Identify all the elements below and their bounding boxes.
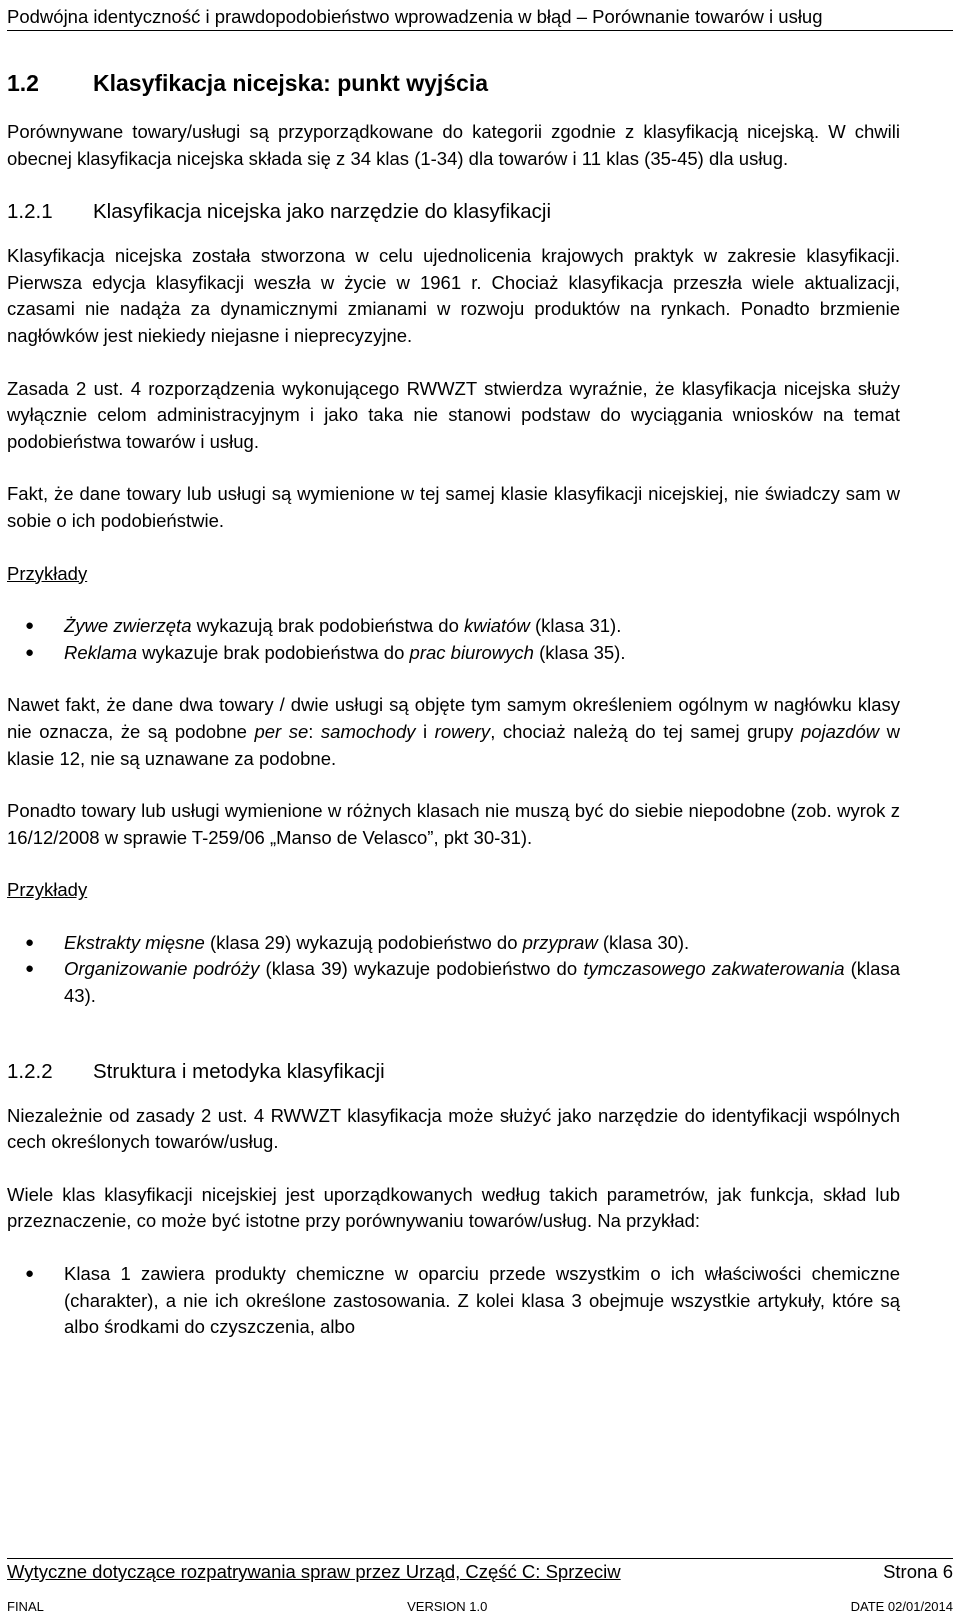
list-item: ● Klasa 1 zawiera produkty chemiczne w oparciu przede wszystkim o ich właściwości chemiczne (charakter), a nie ich określone zastosowania. Z kolei klasa 3 obejmuje wszystkie artykuły, które są albo środkami do czyszczenia, albo [25,1263,900,1338]
examples-link-1[interactable]: Przykłady [7,562,88,584]
footer-date: DATE 02/01/2014 [850,1599,953,1614]
subsection-number-1: 1.2.1 [7,200,53,224]
paragraph-structure-1: Niezależnie od zasady 2 ust. 4 RWWZT klasyfikacja może służyć jako narzędzie do identyfikacji wspólnych cech określonych towarów/usług. [7,1104,900,1153]
subsection-title-2: Struktura i metodyka klasyfikacji [93,1059,385,1083]
page-body [7,68,900,1367]
examples-list-2 [7,930,900,1010]
paragraph-same-class: Fakt, że dane towary lub usługi są wymienione w tej samej klasie klasyfikacji nicejskiej, nie świadczy sam w sobie o ich podobieństwie. [7,483,900,531]
section-heading [7,68,900,98]
subsection-title-1: Klasyfikacja nicejska jako narzędzie do klasyfikacji [93,200,552,224]
list-item: ● Reklama wykazuje brak podobieństwa do prac biurowych (klasa 35). [7,640,900,667]
list-item: ● Ekstrakty mięsne (klasa 29) wykazują podobieństwo do przypraw (klasa 30). [7,930,900,957]
subsection-number-2: 1.2.2 [7,1059,53,1083]
running-header: Podwójna identyczność i prawdopodobieństwo wprowadzenia w błąd – Porównanie towarów i usług [7,4,953,31]
paragraph-structure-2: Wiele klas klasyfikacji nicejskiej jest uporządkowanych według takich parametrów, jak funkcja, skład lub przeznaczenie, co może być istotne przy porównywaniu towarów/usług. Na przykład: [7,1183,900,1232]
paragraph-general-term: Nawet fakt, że dane dwa towary / dwie usługi są objęte tym samym określeniem ogólnym w nagłówku klasy nie oznacza, że są podobne per se: samochody i rowery, chociaż należą do tej samej grupy pojazdów w klasie 12, nie są uznawane za podobne. [7,694,901,769]
list-item: ● Żywe zwierzęta wykazują brak podobieństwa do kwiatów (klasa 31). [7,613,900,640]
section-title: Klasyfikacja nicejska: punkt wyjścia [93,70,489,96]
bullet-icon: ● [25,933,35,951]
page-footer [7,1558,953,1585]
bullet-icon: ● [25,1265,35,1283]
list-item: ● Organizowanie podróży (klasa 39) wykazuje podobieństwo do tymczasowego zakwaterowania (klasa 43). [25,958,900,1007]
footer-version: VERSION 1.0 [407,1599,488,1614]
bullet-icon: ● [25,960,35,978]
subsection-heading-1 [7,198,900,226]
paragraph-different-classes: Ponadto towary lub usługi wymienione w różnych klasach nie muszą być do siebie niepodobne (zob. wyrok z 16/12/2008 w sprawie T-259/06 „Manso de Velasco”, pkt 30-31). [7,800,900,848]
footer-status: FINAL [7,1599,44,1614]
bullet-icon: ● [25,617,35,635]
footer-document-title: Wytyczne dotyczące rozpatrywania spraw przez Urząd, Część C: Sprzeciw [7,1561,621,1582]
document-status-bar [7,1598,953,1616]
examples-link-2[interactable]: Przykłady [7,879,88,901]
paragraph-nice-history: Klasyfikacja nicejska została stworzona w celu ujednolicenia krajowych praktyk w zakresie klasyfikacji. Pierwsza edycja klasyfikacji weszła w życie w 1961 r. Chociaż klasyfikacja przeszła wiele aktualizacji, czasami nie nadąża za dynamicznymi zmianami w rozwoju produktów na rynkach. Ponadto brzmienie nagłówków jest niekiedy niejasne i nieprecyzyjne. [7,245,900,346]
footer-page-number: Strona 6 [883,1561,953,1582]
examples-list-1 [7,613,900,666]
section-number: 1.2 [7,70,39,96]
bullet-icon: ● [25,643,35,661]
paragraph-rule-2-4: Zasada 2 ust. 4 rozporządzenia wykonującego RWWZT stwierdza wyraźnie, że klasyfikacja nicejska służy wyłącznie celom administracyjnym i jako taka nie stanowi podstaw do wyciągania wniosków na temat podobieństwa towarów i usług. [7,377,900,452]
intro-paragraph: Porównywane towary/usługi są przyporządkowane do kategorii zgodnie z klasyfikacją nicejską. W chwili obecnej klasyfikacja nicejska składa się z 34 klas (1-34) dla towarów i 11 klas (35-45) dla usług. [7,121,900,169]
subsection-heading-2 [7,1058,900,1086]
class-list [7,1261,900,1341]
